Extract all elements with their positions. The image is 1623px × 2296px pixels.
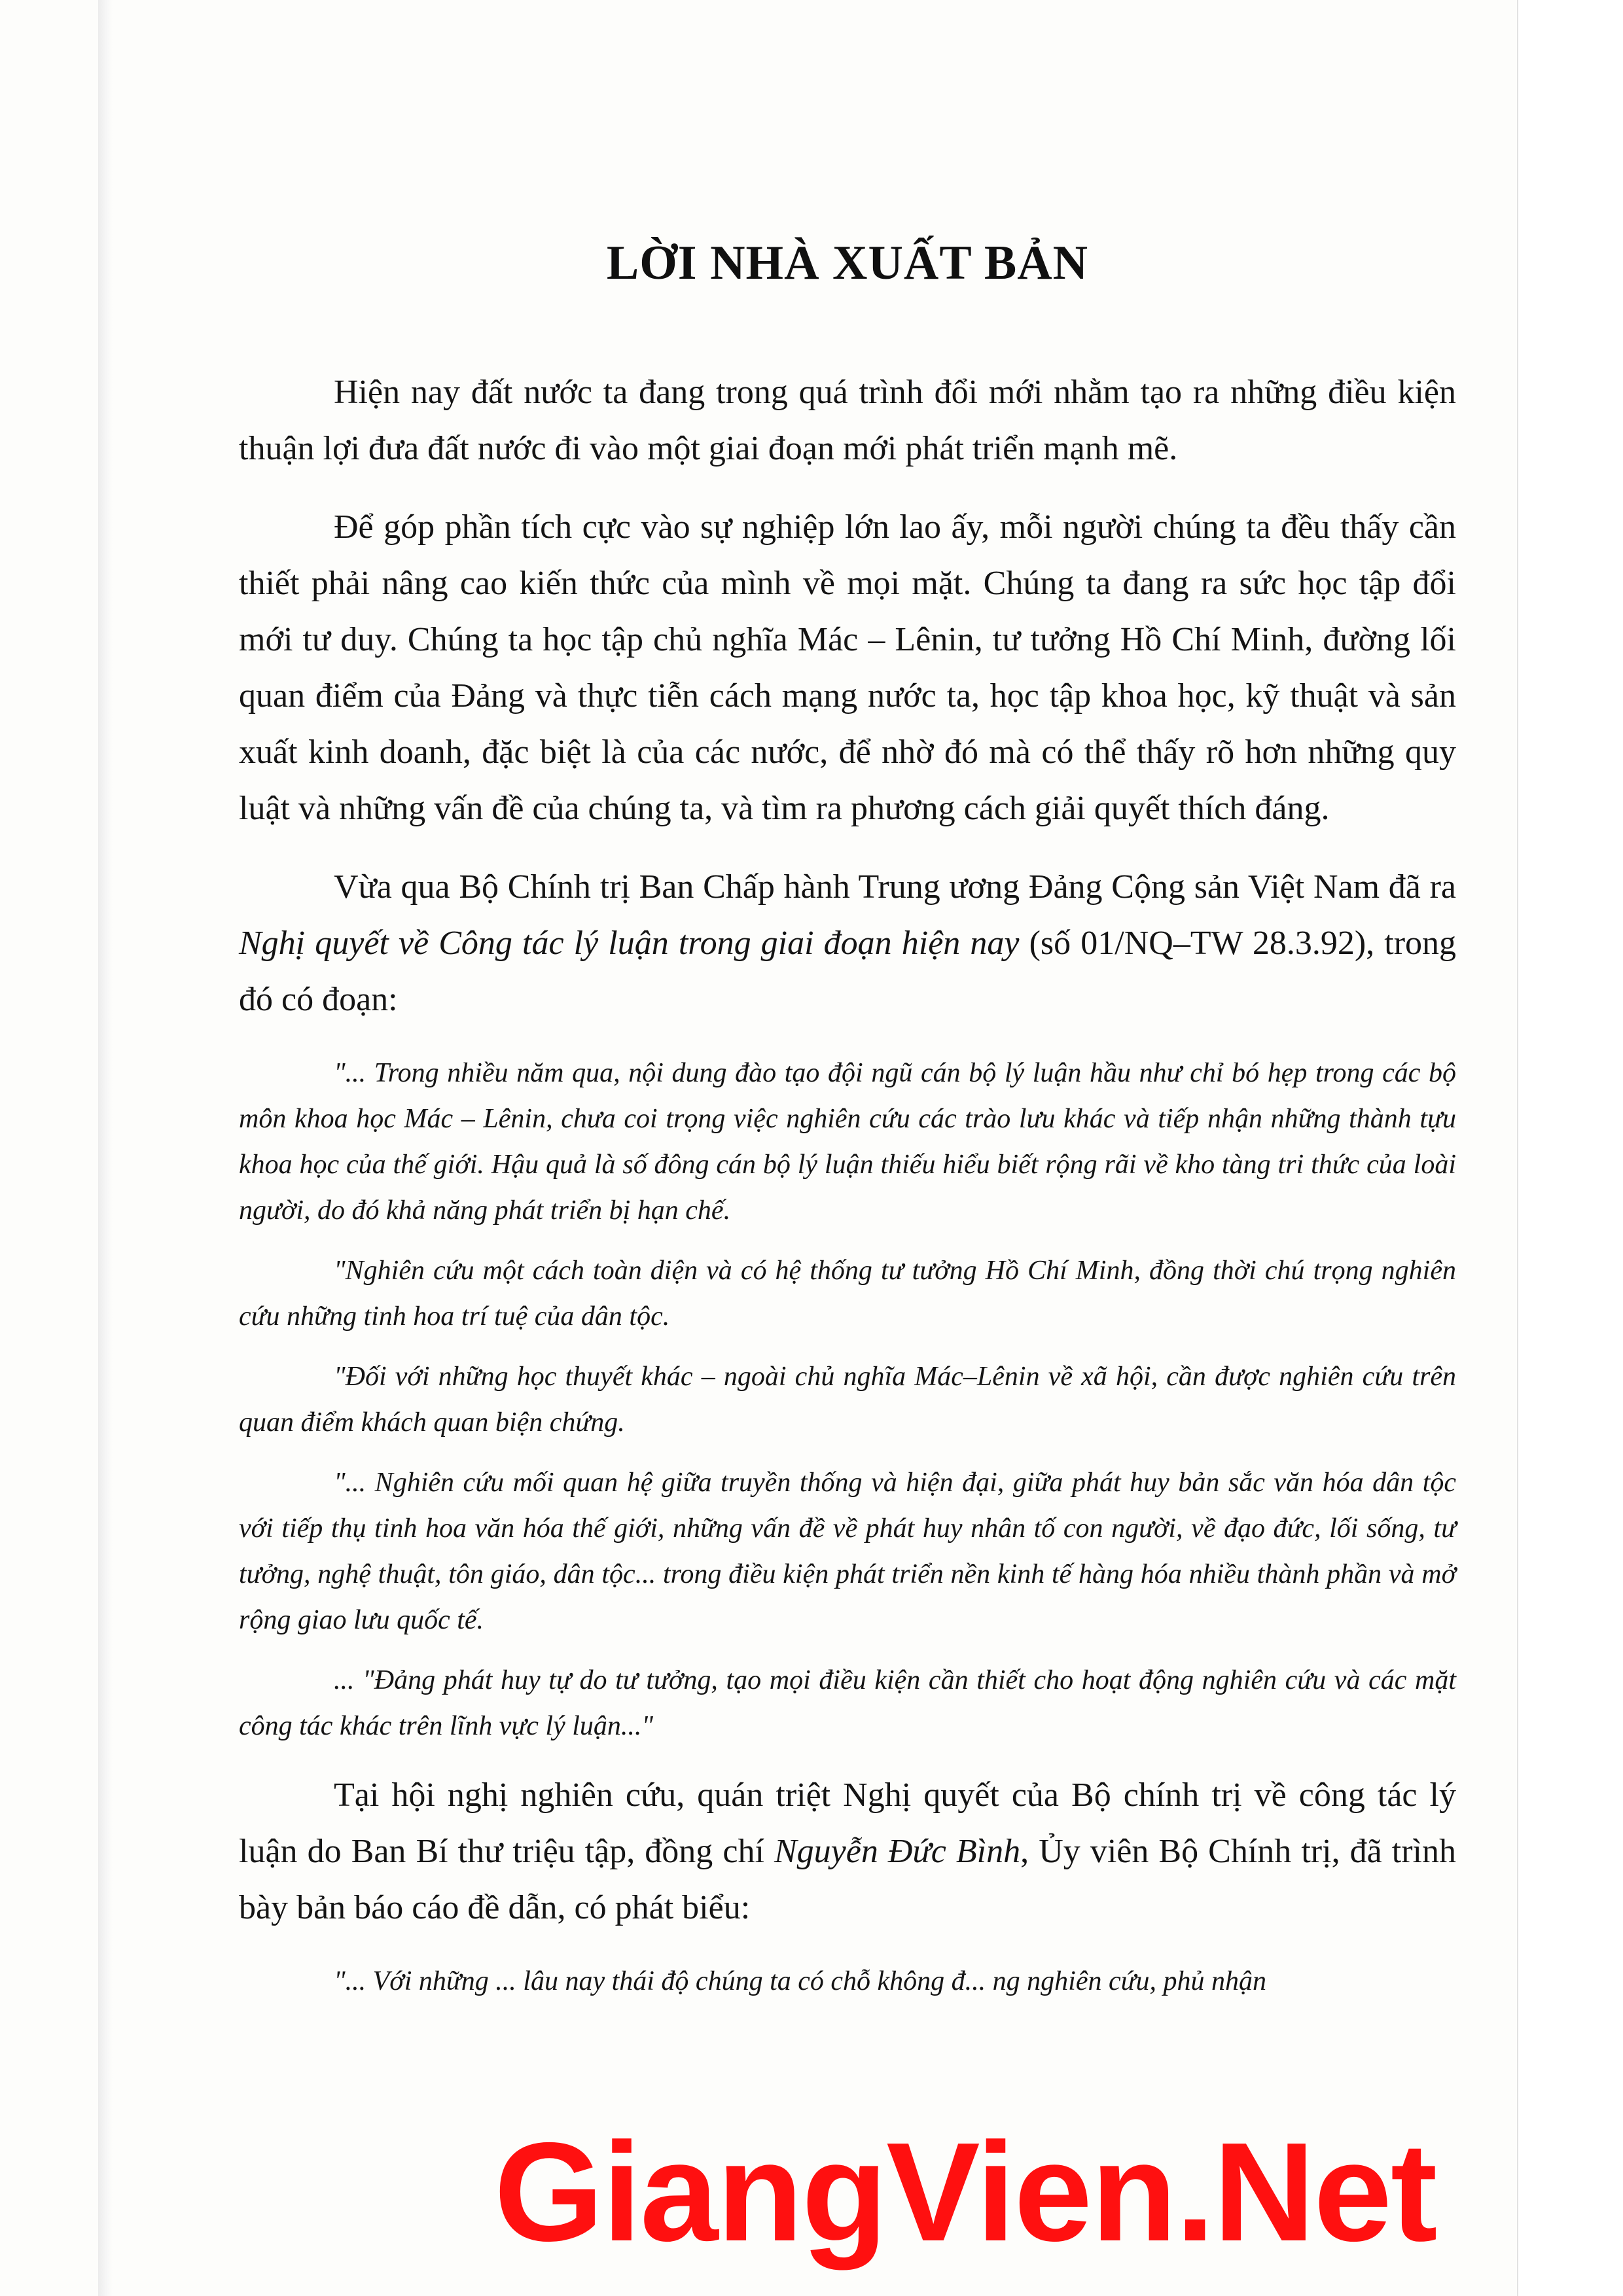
paragraph-resolution <box>239 859 1456 1028</box>
quote-4: "... Nghiên cứu mối quan hệ giữa truyền thống và hiện đại, giữa phát huy bản sắc văn hóa dân tộc với tiếp thụ tinh hoa văn hóa thế giới, những vấn đề về phát huy nhân tố con người, về đạo đức, lối sống, tư tưởng, nghệ thuật, tôn giáo, dân tộc... trong điều kiện phát triển nền kinh tế hàng hóa nhiều thành phần và mở rộng giao lưu quốc tế. <box>239 1468 1456 1635</box>
watermark-logo: GiangVien.Net <box>488 2113 1443 2270</box>
document-body <box>239 236 1456 2019</box>
paragraph-resolution-text-b: (số 01/NQ–TW 28.3.92), trong đó có đoạn: <box>239 925 1457 1018</box>
paragraph-resolution-text-a: Vừa qua Bộ Chính trị Ban Chấp hành Trung ương Đảng Cộng sản Việt Nam đã ra <box>334 868 1456 906</box>
paragraph-intro: Hiện nay đất nước ta đang trong quá trình đổi mới nhằm tạo ra những điều kiện thuận lợi đưa đất nước đi vào một giai đoạn mới phát triển mạnh mẽ. <box>239 374 1456 467</box>
quote-6: "... Với những ... lâu nay thái độ chúng ta có chỗ không đ... ng nghiên cứu, phủ nhận <box>334 1966 1267 1996</box>
quote-3: "Đối với những học thuyết khác – ngoài chủ nghĩa Mác–Lênin về xã hội, cần được nghiên cứu trên quan điểm khách quan biện chứng. <box>239 1362 1456 1438</box>
paragraph-conference-text-a: Tại hội nghị nghiên cứu, quán triệt Nghị quyết của Bộ chính trị về công tác lý luận do Ban Bí thư triệu tập, đồng chí <box>239 1776 1456 1870</box>
quote-5: ... "Đảng phát huy tự do tư tưởng, tạo mọi điều kiện cần thiết cho hoạt động nghiên cứu và các mặt công tác khác trên lĩnh vực lý luận..." <box>239 1665 1456 1741</box>
page-margin-right <box>1518 0 1623 2296</box>
resolution-title: Nghị quyết về Công tác lý luận trong giai đoạn hiện nay <box>239 925 1020 962</box>
quote-1: "... Trong nhiều năm qua, nội dung đào tạo đội ngũ cán bộ lý luận hầu như chỉ bó hẹp trong các bộ môn khoa học Mác – Lênin, chưa coi trọng việc nghiên cứu các trào lưu khác và tiếp nhận những thành tựu khoa học của thế giới. Hậu quả là số đông cán bộ lý luận thiếu hiểu biết rộng rãi về kho tàng tri thức của loài người, do đó khả năng phát triển bị hạn chế. <box>239 1058 1456 1226</box>
book-spine-shadow <box>98 0 113 2296</box>
paragraph-study: Để góp phần tích cực vào sự nghiệp lớn lao ấy, mỗi người chúng ta đều thấy cần thiết phải nâng cao kiến thức của mình về mọi mặt. Chúng ta đang ra sức học tập đổi mới tư duy. Chúng ta học tập chủ nghĩa Mác – Lênin, tư tưởng Hồ Chí Minh, đường lối quan điểm của Đảng và thực tiễn cách mạng nước ta, học tập khoa học, kỹ thuật và sản xuất kinh doanh, đặc biệt là của các nước, để nhờ đó mà có thể thấy rõ hơn những quy luật và những vấn đề của chúng ta, và tìm ra phương cách giải quyết thích đáng. <box>239 508 1456 827</box>
resolution-quote-block <box>239 1050 1456 1749</box>
speaker-name: Nguyễn Đức Bình <box>774 1833 1021 1870</box>
paragraph-conference <box>239 1767 1456 1936</box>
paragraph-conference-text-b: , Ủy viên Bộ Chính trị, đã trình bày bản báo cáo đề dẫn, có phát biểu: <box>239 1833 1456 1926</box>
document-title: LỜI NHÀ XUẤT BẢN <box>606 236 1089 290</box>
quote-2: "Nghiên cứu một cách toàn diện và có hệ thống tư tưởng Hồ Chí Minh, đồng thời chú trọng nghiên cứu những tinh hoa trí tuệ của dân tộc. <box>239 1256 1456 1332</box>
